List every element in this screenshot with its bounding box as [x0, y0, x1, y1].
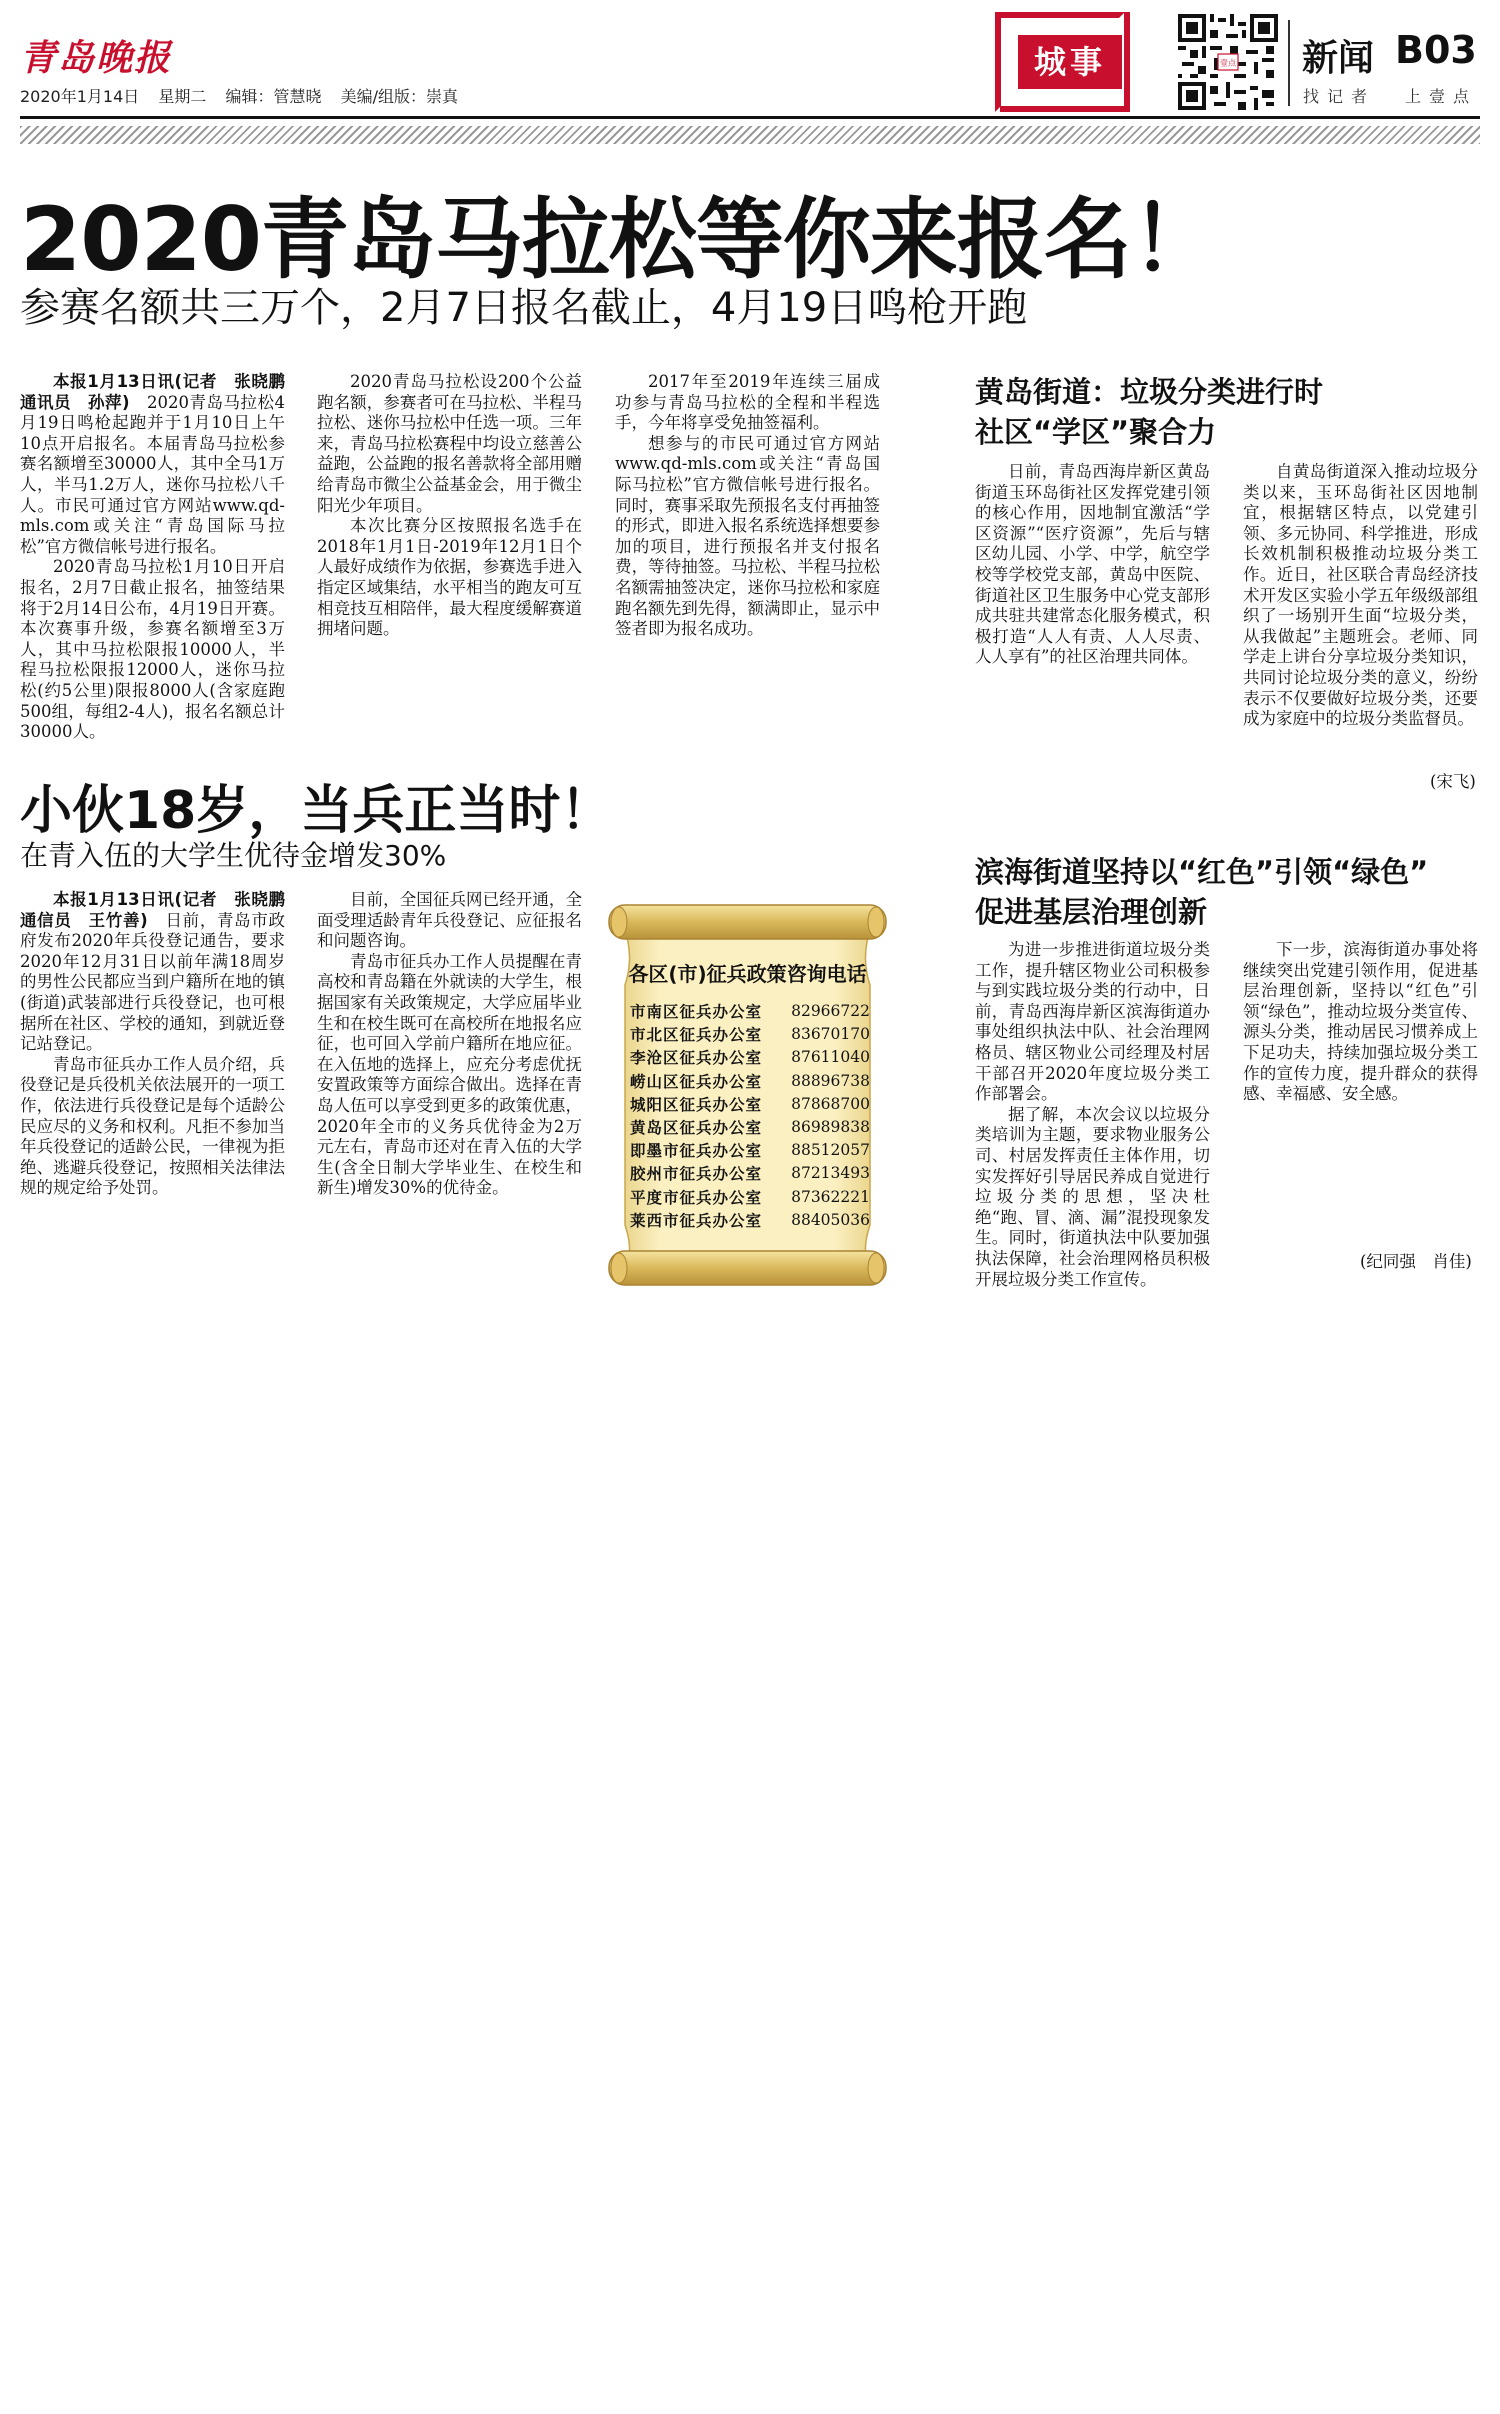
marathon-headline: 2020青岛马拉松等你来报名！: [20, 188, 1218, 291]
issue-meta: [20, 84, 472, 107]
garbage-headline-line1: 黄岛街道：垃圾分类进行时: [975, 375, 1324, 409]
hotline-row: [630, 1209, 870, 1232]
hotline-phone: 82966722: [791, 1002, 870, 1020]
hotline-phone: 88405036: [791, 1210, 870, 1229]
hotline-phone: 87362221: [791, 1187, 870, 1206]
hotline-phone: 87611040: [791, 1048, 870, 1067]
hotline-office: 即墨市征兵办公室: [630, 1141, 763, 1161]
marathon-column-3: [615, 372, 880, 640]
conscription-paragraph: 青岛市征兵办工作人员提醒在青高校和青岛籍在外就读的大学生，根据国家有关政策规定，大学应届毕业生和在校生既可在高校所在地报名应征，也可回入学前户籍所在地应征。在入伍地的选择上，应充分考虑优抚安置政策等方面综合做出。选择在青岛人伍可以享受到更多的政策优惠，2020年全市的义务兵优待金为2万元左右，青岛市还对在青入伍的大学生(含全日制大学毕业生、在校生和新生)增发30%的优待金。: [317, 951, 582, 1198]
page-number: B03: [1395, 28, 1477, 72]
hotline-office: 莱西市征兵办公室: [630, 1210, 763, 1230]
issue-date: 2020年1月14日: [20, 87, 140, 106]
marathon-paragraph: 本次比赛分区按照报名选手在2018年1月1日-2019年12月1日个人最好成绩作为依据，参赛选手进入指定区域集结，水平相当的跑友可互相竞技互相陪伴，最大程度缓解赛道拥堵问题。: [317, 516, 582, 639]
binhai-paragraph: 下一步，滨海街道办事处将继续突出党建引领作用，促进基层治理创新，坚持以“红色”引领“绿色”，推动垃圾分类宣传、源头分类，推动居民习惯养成上下足功夫，持续加强垃圾分类工作的宣传力度，提升群众的获得感、幸福感、安全感。: [1243, 940, 1478, 1104]
hotline-office: 崂山区征兵办公室: [630, 1071, 763, 1091]
conscription-subhead: 在青入伍的大学生优待金增发30%: [20, 839, 447, 872]
newspaper-logo: 青岛晚报: [20, 37, 173, 79]
conscription-paragraph: 日前，青岛市政府发布2020年兵役登记通告，要求2020年12月31日以前年满18周岁的男性公民都应当到户籍所在地的镇(街道)武装部进行兵役登记，也可根据所在社区、学校的通知，到就近登记站登记。: [20, 910, 285, 1054]
hotline-row: [630, 1046, 870, 1069]
binhai-paragraph: 据了解，本次会议以垃圾分类培训为主题，要求物业服务公司、村居发挥责任主体作用，切实发挥好引导居民养成自觉进行垃圾分类的思想，坚决杜绝“跑、冒、滴、漏”混投现象发生。同时，街道执法中队要加强执法保障，社会治理网格员积极开展垃圾分类工作宣传。: [975, 1104, 1210, 1289]
section-label: 城事: [1018, 35, 1122, 89]
garbage-headline-line2: 社区“学区”聚合力: [975, 415, 1217, 449]
hotline-phone: 83670170: [791, 1025, 870, 1044]
conscription-byline: 本报1月13日讯(记者 张晓鹏 通信员 王竹善): [20, 890, 302, 930]
hotline-phone: 87868700: [791, 1094, 870, 1113]
hotline-phone: 88512057: [791, 1141, 870, 1160]
header-rule: [20, 116, 1480, 119]
marathon-byline: 本报1月13日讯(记者 张晓鹏 通讯员 孙萍): [20, 372, 302, 412]
hotline-office: 平度市征兵办公室: [630, 1187, 763, 1207]
binhai-headline-line2: 促进基层治理创新: [975, 895, 1208, 929]
binhai-paragraph: 为进一步推进街道垃圾分类工作，提升辖区物业公司积极参与到实践垃圾分类的行动中，日前，青岛西海岸新区滨海街道办事处组织执法中队、社会治理网格员、辖区物业公司经理及村居干部召开2020年度垃圾分类工作部署会。: [975, 940, 1210, 1104]
header-divider: [1288, 20, 1290, 106]
page-tagline-right: 上壹点: [1405, 87, 1478, 106]
marathon-paragraph: 2020青岛马拉松4月19日鸣枪起跑并于1月10日上午10点开启报名。本届青岛马拉松参赛名额增至30000人，其中全马1万人，半马1.2万人，迷你马拉松八千人。市民可通过官方网站www.qd-mls.com或关注“青岛国际马拉松”官方微信帐号进行报名。: [20, 392, 286, 556]
hotline-title: 各区(市)征兵政策咨询电话: [628, 962, 867, 986]
binhai-column-2: [1243, 940, 1478, 1105]
hotline-office: 李沧区征兵办公室: [630, 1048, 763, 1068]
hotline-phone: 86989838: [791, 1118, 870, 1137]
page-category: 新闻: [1302, 38, 1375, 79]
hotline-list: [630, 1000, 870, 1232]
marathon-column-1: [20, 372, 302, 743]
binhai-column-1: [975, 940, 1210, 1290]
hotline-row: [630, 1116, 870, 1139]
marathon-paragraph: 想参与的市民可通过官方网站www.qd-mls.com或关注“青岛国际马拉松”官方微信帐号进行报名。同时，赛事采取先预报名支付再抽签的形式，即进入报名系统选择想要参加的项目，进行预报名并支付报名费，等待抽签。马拉松、半程马拉松名额需抽签决定，迷你马拉松和家庭跑名额先到先得，额满即止，显示中签者即为报名成功。: [615, 433, 880, 639]
qr-center-label: 壹点: [1220, 58, 1236, 68]
hotline-office: 胶州市征兵办公室: [630, 1164, 763, 1184]
conscription-column-1: [20, 890, 302, 1199]
hotline-row: [630, 1070, 870, 1093]
hotline-office: 黄岛区征兵办公室: [630, 1118, 763, 1138]
binhai-headline: [975, 852, 1475, 932]
marathon-paragraph: 2020青岛马拉松1月10日开启报名，2月7日截止报名，抽签结果将于2月14日公布，4月19日开赛。本次赛事升级，参赛名额增至3万人，其中马拉松限报10000人，半程马拉松限报12000人，迷你马拉松(约5公里)限报8000人(含家庭跑500组，每组2-4人)，报名名额总计30000人。: [20, 557, 285, 742]
garbage-column-1: [975, 462, 1210, 668]
conscription-column-2: [317, 890, 582, 1199]
garbage-paragraph: 自黄岛街道深入推动垃圾分类以来，玉环岛街社区因地制宜，根据辖区特点，以党建引领、多元协同、科学推进，形成长效机制积极推动垃圾分类工作。近日，社区联合青岛经济技术开发区实验小学五年级级部组织了一场别开生面“垃圾分类，从我做起”主题班会。老师、同学走上讲台分享垃圾分类知识，共同讨论垃圾分类的意义，纷纷表示不仅要做好垃圾分类，还要成为家庭中的垃圾分类监督员。: [1243, 462, 1478, 729]
hotline-row: [630, 1186, 870, 1209]
hotline-phone: 88896738: [791, 1071, 870, 1090]
marathon-subhead: 参赛名额共三万个，2月7日报名截止，4月19日鸣枪开跑: [20, 285, 1028, 331]
marathon-column-2: [317, 372, 582, 640]
hotline-office: 城阳区征兵办公室: [630, 1094, 763, 1114]
designer-credit: 美编/组版：崇真: [340, 87, 458, 106]
hotline-row: [630, 1139, 870, 1162]
page-tagline-left: 找记者: [1303, 87, 1376, 106]
garbage-headline: [975, 372, 1475, 452]
header-hatch-band: [20, 126, 1480, 144]
qr-code-icon[interactable]: [1178, 14, 1278, 110]
hotline-row: [630, 1162, 870, 1185]
garbage-column-2: [1243, 462, 1478, 730]
conscription-headline: 小伙18岁，当兵正当时！: [20, 781, 613, 841]
binhai-headline-line1: 滨海街道坚持以“红色”引领“绿色”: [975, 855, 1429, 889]
hotline-office: 市北区征兵办公室: [630, 1025, 763, 1045]
marathon-paragraph: 2017年至2019年连续三届成功参与青岛马拉松的全程和半程选手，今年将享受免抽签福利。: [615, 372, 880, 433]
binhai-credit: (纪同强 肖佳): [1360, 1252, 1472, 1271]
hotline-office: 市南区征兵办公室: [630, 1002, 763, 1021]
conscription-paragraph: 目前，全国征兵网已经开通，全面受理适龄青年兵役登记、应征报名和问题咨询。: [317, 890, 582, 951]
marathon-paragraph: 2020青岛马拉松设200个公益跑名额，参赛者可在马拉松、半程马拉松、迷你马拉松中任选一项。三年来，青岛马拉松赛程中均设立慈善公益跑，公益跑的报名善款将全部用赠给青岛市微尘公益基金会，用于微尘阳光少年项目。: [317, 372, 582, 515]
issue-weekday: 星期二: [158, 87, 207, 106]
conscription-paragraph: 青岛市征兵办工作人员介绍，兵役登记是兵役机关依法展开的一项工作，依法进行兵役登记是每个适龄公民应尽的义务和权利。凡拒不参加当年兵役登记的适龄公民，一律视为拒绝、逃避兵役登记，按照相关法律法规的规定给予处罚。: [20, 1054, 285, 1198]
garbage-credit: (宋飞): [1430, 772, 1476, 791]
garbage-paragraph: 日前，青岛西海岸新区黄岛街道玉环岛街社区发挥党建引领的核心作用，因地制宜激活“学区资源”“医疗资源”，先后与辖区幼儿园、小学、中学，航空学校等学校党支部，黄岛中医院、街道社区卫生服务中心党支部形成共驻共建常态化服务模式，积极打造“人人有责、人人尽责、人人享有”的社区治理共同体。: [975, 462, 1210, 667]
hotline-row: [630, 1000, 870, 1023]
hotline-row: [630, 1023, 870, 1046]
hotline-phone: 87213493: [791, 1164, 870, 1183]
editor-credit: 编辑：管慧晓: [225, 87, 322, 106]
hotline-row: [630, 1093, 870, 1116]
